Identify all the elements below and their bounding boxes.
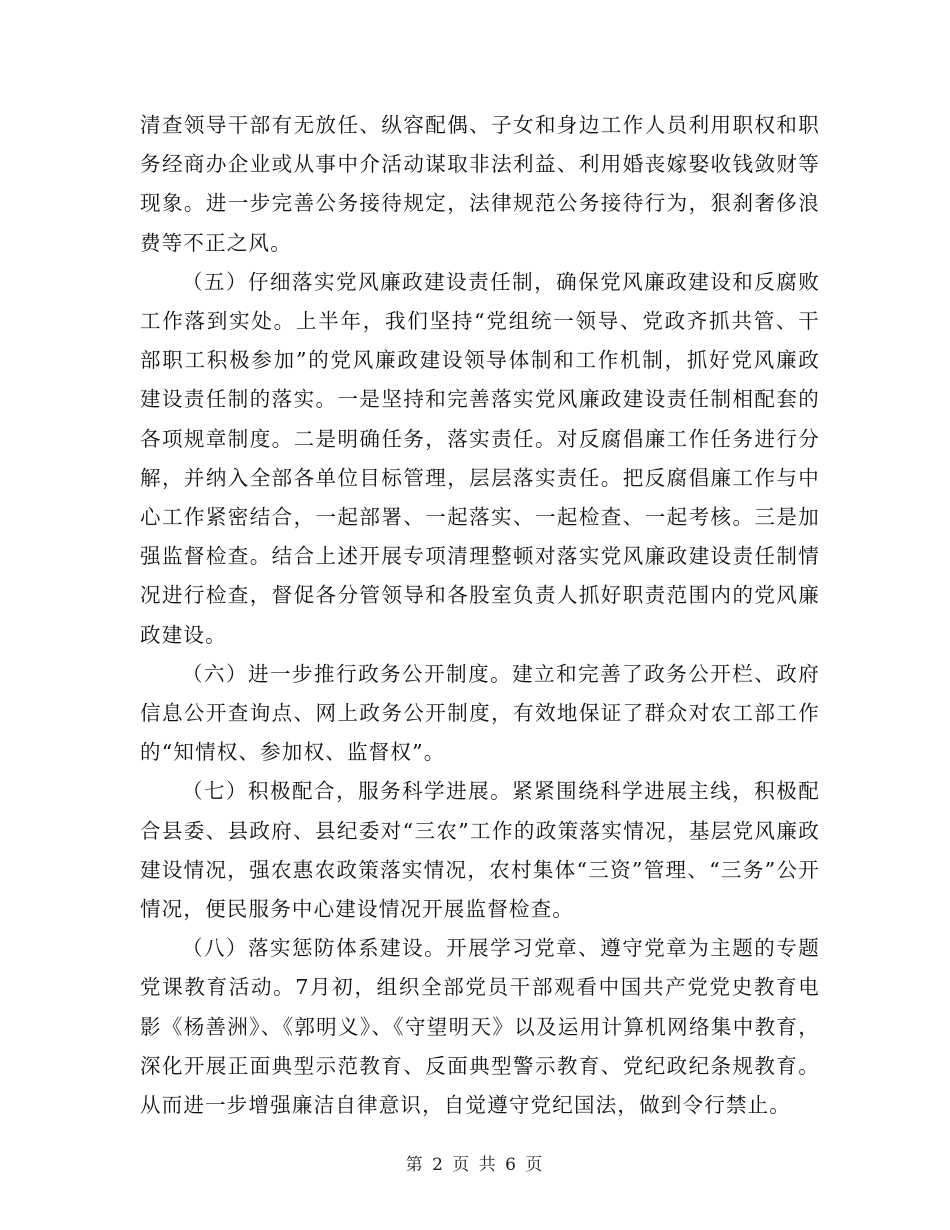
paragraph-section-8: （八）落实惩防体系建设。开展学习党章、遵守党章为主题的专题党课教育活动。7月初，组织全部党员干部观看中国共产党党史教育电影《杨善洲》、《郭明义》、《守望明天》以及运用计算机网络集中教育，深化开展正面典型示范教育、反面典型警示教育、党纪政纪条规教育。从而进一步增强廉洁自律意识，自觉遵守党纪国法，做到令行禁止。 xyxy=(140,936,820,1118)
document-body xyxy=(140,106,820,1125)
page-number-footer: 第 2 页 共 6 页 xyxy=(405,1155,545,1175)
paragraph-section-5: （五）仔细落实党风廉政建设责任制，确保党风廉政建设和反腐败工作落到实处。上半年，我们坚持“党组统一领导、党政齐抓共管、干部职工积极参加”的党风廉政建设领导体制和工作机制，抓好党风廉政建设责任制的落实。一是坚持和完善落实党风廉政建设责任制相配套的各项规章制度。二是明确任务，落实责任。对反腐倡廉工作任务进行分解，并纳入全部各单位目标管理，层层落实责任。把反腐倡廉工作与中心工作紧密结合，一起部署、一起落实、一起检查、一起考核。三是加强监督检查。结合上述开展专项清理整顿对落实党风廉政建设责任制情况进行检查，督促各分管领导和各股室负责人抓好职责范围内的党风廉政建设。 xyxy=(140,269,820,647)
paragraph-continuation: 清查领导干部有无放任、纵容配偶、子女和身边工作人员利用职权和职务经商办企业或从事中介活动谋取非法利益、利用婚丧嫁娶收钱敛财等现象。进一步完善公务接待规定，法律规范公务接待行为，狠刹奢侈浪费等不正之风。 xyxy=(140,113,820,255)
paragraph-section-6: （六）进一步推行政务公开制度。建立和完善了政务公开栏、政府信息公开查询点、网上政务公开制度，有效地保证了群众对农工部工作的“知情权、参加权、监督权”。 xyxy=(140,661,820,765)
paragraph-section-7: （七）积极配合，服务科学进展。紧紧围绕科学进展主线，积极配合县委、县政府、县纪委对“三农”工作的政策落实情况，基层党风廉政建设情况，强农惠农政策落实情况，农村集体“三资”管理、“三务”公开情况，便民服务中心建设情况开展监督检查。 xyxy=(140,779,820,922)
